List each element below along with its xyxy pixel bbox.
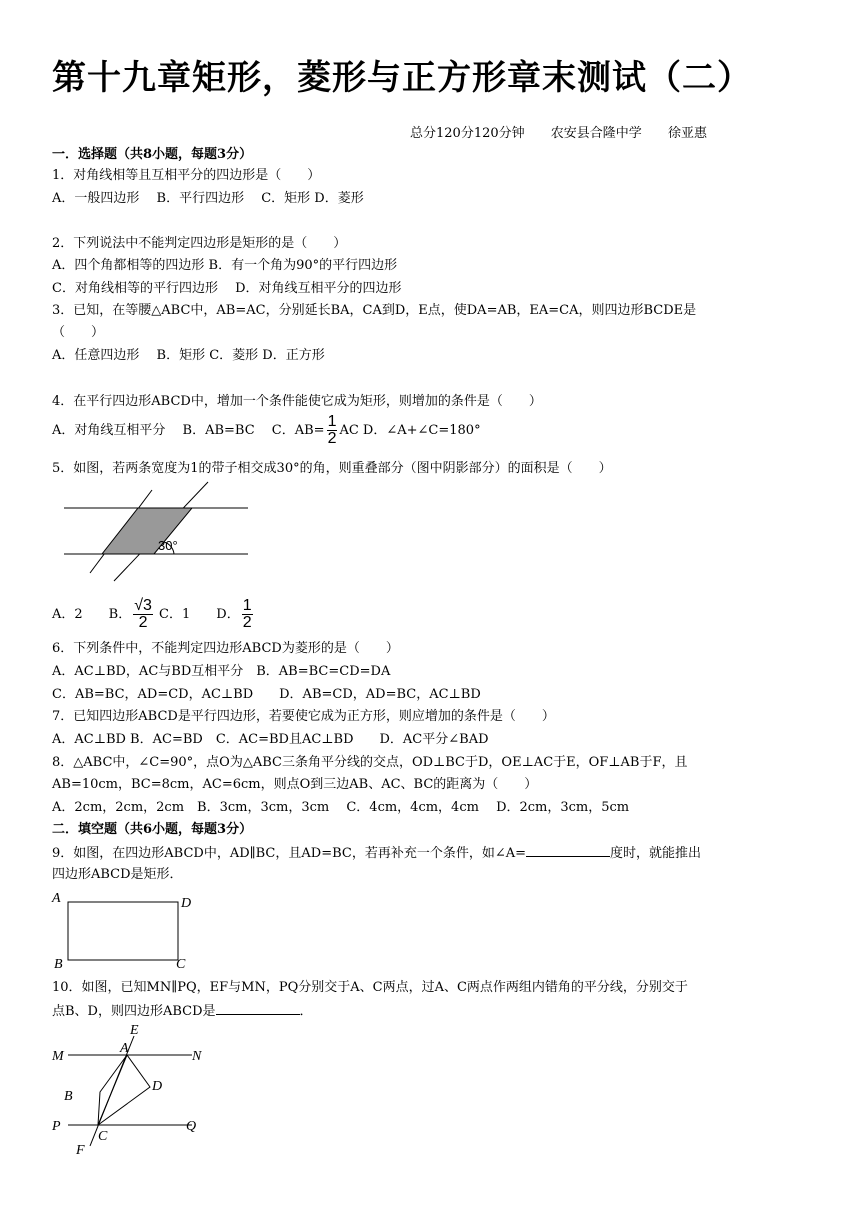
q4-stem: 4．在平行四边形ABCD中，增加一个条件能使它成为矩形，则增加的条件是（ ）: [52, 394, 542, 409]
q1-options: A．一般四边形 B．平行四边形 C．矩形 D．菱形: [52, 191, 364, 206]
q5-options: [52, 598, 255, 631]
q3-stem: 3．已知，在等腰△ABC中，AB=AC，分别延长BA，CA到D，E点，使DA=AB，EA=CA，则四边形BCDE是: [52, 303, 697, 318]
q7-options: A．AC⊥BD B．AC=BD C．AC=BD且AC⊥BD D．AC平分∠BAD: [52, 732, 489, 747]
q10-stem-cont: [52, 1002, 313, 1021]
vertex-label-a: A: [52, 891, 61, 906]
q10-answer-blank: [216, 1002, 300, 1015]
q1-stem: 1．对角线相等且互相平分的四边形是（ ）: [52, 168, 321, 183]
section-fill-heading: 二．填空题（共6小题，每题3分）: [52, 822, 253, 837]
point-label-q: Q: [186, 1119, 197, 1134]
page-title: 第十九章矩形，菱形与正方形章末测试（二）: [52, 58, 752, 98]
q2-options-1: A．四个角都相等的四边形 B．有一个角为90°的平行四边形: [52, 258, 398, 273]
point-label-c: C: [98, 1129, 108, 1144]
vertex-label-d: D: [181, 896, 192, 911]
school-name: 农安县合隆中学: [550, 126, 642, 141]
q8-stem: 8．△ABC中，∠C=90°，点O为△ABC三条角平分线的交点，OD⊥BC于D，OE⊥AC于E，OF⊥AB于F，且: [52, 755, 688, 770]
q6-options-1: A．AC⊥BD，AC与BD互相平分 B．AB=BC=CD=DA: [52, 664, 391, 679]
q5-option-c: C．1 D．: [159, 607, 240, 622]
fraction-denominator: 2: [242, 614, 252, 631]
point-label-p: P: [52, 1119, 61, 1134]
total-score: 总分120分120分钟: [410, 126, 525, 141]
fraction-denominator: 2: [138, 614, 148, 631]
quadrilateral-abcd: [98, 1055, 150, 1125]
q9-answer-blank: [526, 844, 610, 857]
point-label-a: A: [120, 1041, 129, 1056]
vertex-label-b: B: [54, 957, 63, 972]
q4-options-b: AC D．∠A+∠C=180°: [339, 423, 481, 438]
fraction-numerator: 1: [242, 597, 252, 614]
fraction-numerator: √3: [134, 597, 152, 614]
q6-options-2: C．AB=BC，AD=CD，AC⊥BD D．AB=CD，AD=BC，AC⊥BD: [52, 687, 481, 702]
q9-stem: [52, 844, 701, 863]
point-label-n: N: [192, 1049, 202, 1064]
q2-stem: 2．下列说法中不能判定四边形是矩形的是（ ）: [52, 236, 347, 251]
q3-stem-cont: （ ）: [52, 325, 105, 340]
point-label-e: E: [130, 1023, 139, 1038]
q7-stem: 7．已知四边形ABCD是平行四边形，若要使它成为正方形，则应增加的条件是（ ）: [52, 709, 555, 724]
q9-stem-b: 度时，就能推出: [610, 846, 702, 861]
q10-figure-parallel-lines: [52, 1022, 212, 1162]
q10-stem: 10．如图，已知MN∥PQ，EF与MN，PQ分别交于A、C两点，过A、C两点作两组内错角的平分线，分别交于: [52, 980, 688, 995]
vertex-label-c: C: [176, 957, 186, 972]
rectangle-abcd: [68, 902, 178, 960]
q5-stem: 5．如图，若两条宽度为1的带子相交成30°的角，则重叠部分（图中阴影部分）的面积是（ ）: [52, 461, 612, 476]
q8-options: A．2cm，2cm，2cm B．3cm，3cm，3cm C．4cm，4cm，4cm D．2cm，3cm，5cm: [52, 800, 630, 815]
overlap-shaded-region: [102, 508, 192, 554]
section-choice-heading: 一．选择题（共8小题，每题3分）: [52, 147, 253, 162]
q5-figure-strips: [52, 486, 252, 586]
q8-stem-cont: AB=10cm，BC=8cm，AC=6cm，则点O到三边AB、AC、BC的距离为（ ）: [52, 777, 538, 792]
fraction-denominator: 2: [327, 430, 337, 447]
test-meta: [410, 122, 729, 141]
q5-option-a: A．2 B．: [52, 607, 132, 622]
point-label-d: D: [152, 1079, 163, 1094]
q10-stem-a: 点B、D，则四边形ABCD是: [52, 1004, 216, 1019]
q3-options: A．任意四边形 B．矩形 C．菱形 D．正方形: [52, 348, 325, 363]
fraction-numerator: 1: [327, 413, 337, 430]
q10-stem-b: ．: [299, 1004, 313, 1019]
angle-label: 30°: [158, 538, 178, 553]
q2-options-2: C．对角线相等的平行四边形 D．对角线互相平分的四边形: [52, 281, 402, 296]
q9-figure-rectangle: [52, 890, 202, 970]
point-label-b: B: [64, 1089, 73, 1104]
point-label-m: M: [52, 1049, 64, 1064]
q4-options-a: A．对角线互相平分 B．AB=BC C．AB=: [52, 423, 325, 438]
q9-stem-cont: 四边形ABCD是矩形．: [52, 867, 183, 882]
q4-options: [52, 414, 481, 447]
fraction-one-half: [242, 598, 253, 631]
q6-stem: 6．下列条件中，不能判定四边形ABCD为菱形的是（ ）: [52, 641, 399, 656]
point-label-f: F: [76, 1143, 85, 1158]
fraction-sqrt3-over-2: [133, 598, 153, 631]
q9-stem-a: 9．如图，在四边形ABCD中，AD∥BC，且AD=BC，若再补充一个条件，如∠A=: [52, 846, 526, 861]
author-name: 徐亚惠: [667, 126, 707, 141]
fraction-half: [327, 414, 338, 447]
